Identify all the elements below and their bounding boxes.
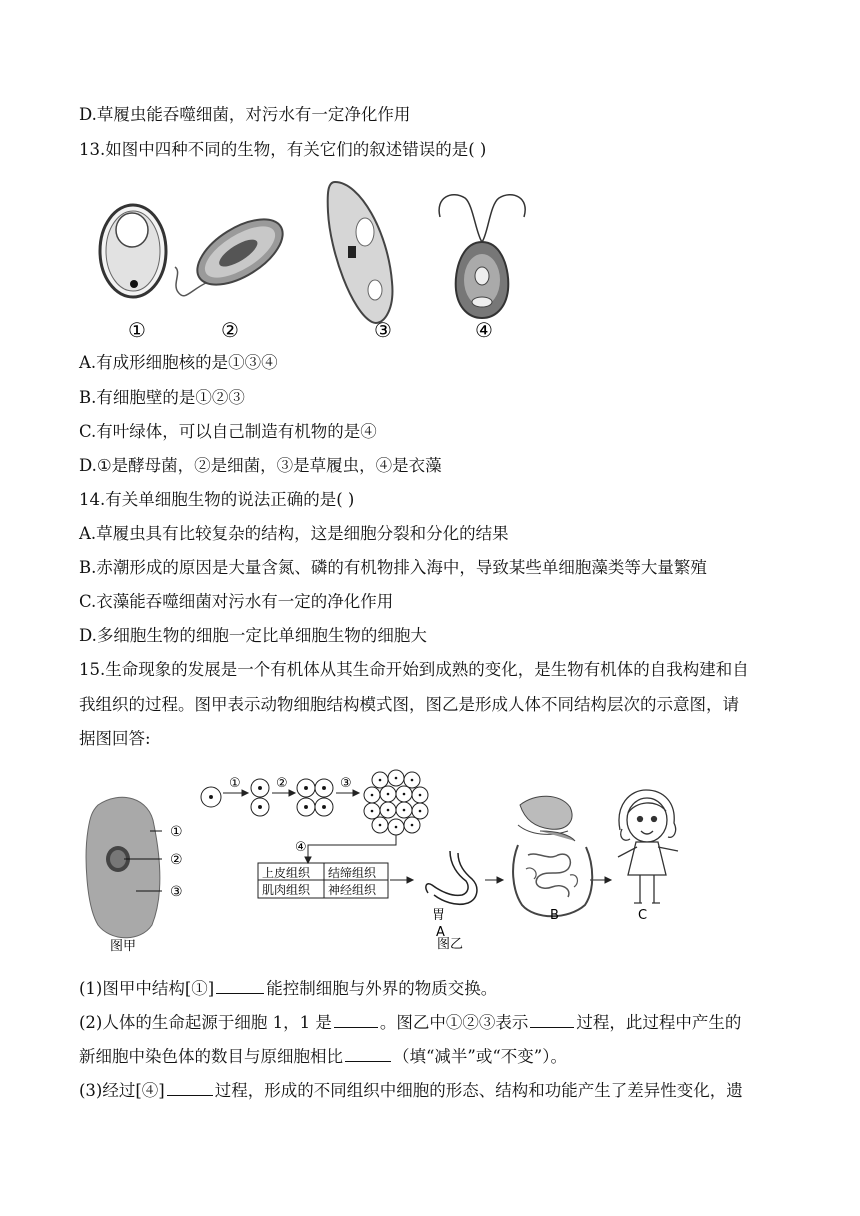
yi-caption: 图乙: [437, 937, 464, 952]
subq2-text-b: 。图乙中①②③表示: [379, 1013, 529, 1032]
subquestion-1: [79, 977, 497, 1000]
stomach-drawing: [426, 851, 477, 904]
answer-blank-4[interactable]: [345, 1045, 391, 1062]
option-14b: B.赤潮形成的原因是大量含氮、磷的有机物排入海中，导致某些单细胞藻类等大量繁殖: [79, 558, 707, 577]
subquestion-3: [79, 1079, 743, 1102]
question-13: 13.如图中四种不同的生物，有关它们的叙述错误的是( ): [79, 140, 487, 159]
subq2-text-c: 过程，此过程中产生的: [576, 1013, 742, 1032]
answer-blank-2[interactable]: [334, 1011, 378, 1028]
cell-cluster: [364, 770, 428, 835]
question-14: 14.有关单细胞生物的说法正确的是( ): [79, 490, 355, 509]
subquestion-2-cont: [79, 1045, 567, 1068]
label-organism-3: ③: [374, 318, 392, 342]
option-13d: D.①是酵母菌，②是细菌，③是草履虫，④是衣藻: [79, 456, 442, 475]
subq2-text-a: (2)人体的生命起源于细胞 1，1 是: [79, 1013, 332, 1032]
tissue-nervous: 神经组织: [328, 883, 377, 897]
tissue-connective: 结缔组织: [328, 866, 377, 880]
subq3-text-a: (3)经过[④]: [79, 1081, 165, 1100]
subq1-text-a: (1)图甲中结构[①]: [79, 979, 215, 998]
option-14c: C.衣藻能吞噬细菌对污水有一定的净化作用: [79, 592, 394, 611]
question-15-line3: 据图回答:: [79, 729, 151, 748]
subq1-text-b: 能控制细胞与外界的物质交换。: [266, 979, 498, 998]
subquestion-2: [79, 1011, 741, 1034]
figure-cell-and-levels: [80, 765, 700, 955]
letter-b: B: [550, 908, 559, 923]
answer-blank-3[interactable]: [530, 1011, 574, 1028]
stomach-label: 胃: [432, 908, 446, 923]
jia-caption: 图甲: [110, 939, 137, 954]
option-14a: A.草履虫具有比较复杂的结构，这是细胞分裂和分化的结果: [79, 524, 509, 543]
girl-drawing: [618, 790, 678, 903]
subq2-text-d: 新细胞中染色体的数目与原细胞相比: [79, 1047, 343, 1066]
subq2-text-e: （填“减半”或“不变”）。: [393, 1047, 567, 1066]
question-15-line2: 我组织的过程。图甲表示动物细胞结构模式图，图乙是形成人体不同结构层次的示意图，请: [79, 695, 739, 714]
letter-a: A: [436, 925, 445, 940]
animal-cell-drawing: [86, 797, 162, 937]
letter-c: C: [638, 908, 648, 923]
option-12d: D.草履虫能吞噬细菌，对污水有一定净化作用: [79, 105, 411, 124]
answer-blank-5[interactable]: [167, 1079, 213, 1096]
yeast-drawing: [100, 205, 166, 297]
answer-blank-1[interactable]: [216, 977, 264, 994]
cell-division-sequence: [201, 779, 333, 816]
tissue-muscle: 肌肉组织: [262, 883, 311, 897]
step-label-2: ②: [276, 776, 288, 791]
label-organism-2: ②: [221, 318, 239, 342]
bacterium-drawing: [175, 206, 293, 298]
question-15-line1: 15.生命现象的发展是一个有机体从其生命开始到成熟的变化，是生物有机体的自我构建和自: [79, 660, 749, 679]
option-13a: A.有成形细胞核的是①③④: [79, 353, 278, 372]
figure-four-organisms: [90, 172, 560, 344]
label-organism-1: ①: [128, 318, 146, 342]
option-14d: D.多细胞生物的细胞一定比单细胞生物的细胞大: [79, 626, 427, 645]
step-label-1: ①: [229, 776, 241, 791]
jia-label-1: ①: [170, 824, 183, 840]
step-label-3: ③: [340, 776, 352, 791]
option-13b: B.有细胞壁的是①②③: [79, 388, 245, 407]
option-13c: C.有叶绿体，可以自己制造有机物的是④: [79, 422, 377, 441]
jia-label-3: ③: [170, 884, 183, 900]
label-organism-4: ④: [475, 318, 493, 342]
subq3-text-b: 过程，形成的不同组织中细胞的形态、结构和功能产生了差异性变化，遗: [214, 1081, 743, 1100]
paramecium-drawing: [328, 182, 393, 323]
digestive-system-drawing: [513, 796, 592, 916]
tissue-epithelial: 上皮组织: [262, 866, 311, 880]
step-label-4: ④: [295, 840, 307, 855]
jia-label-2: ②: [170, 852, 183, 868]
chlamydomonas-drawing: [439, 195, 525, 318]
